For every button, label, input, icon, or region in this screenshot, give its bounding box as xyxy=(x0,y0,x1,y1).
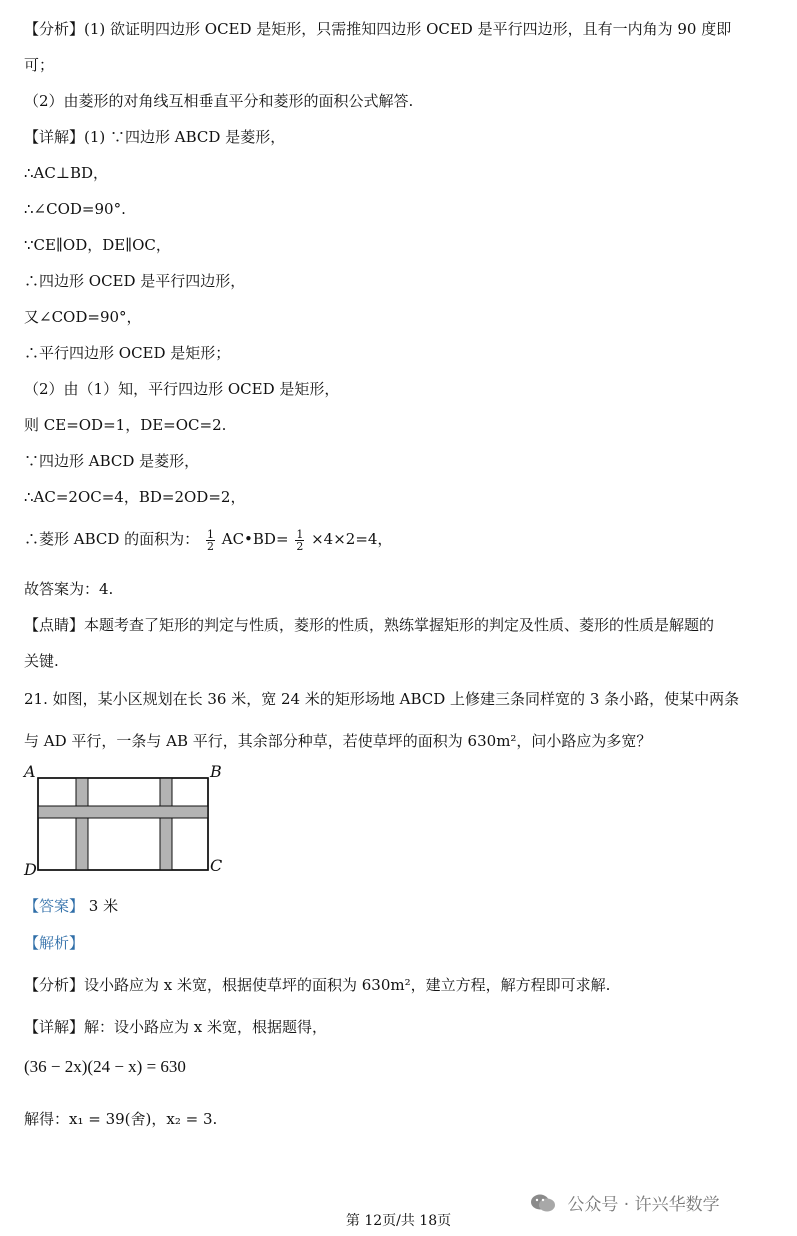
fraction-num: 1 xyxy=(206,527,214,541)
detail-line-4: ∵CE∥OD，DE∥OC， xyxy=(24,236,171,254)
analysis-line-1: 【分析】(1) 欲证明四边形 OCED 是矩形，只需推知四边形 OCED 是平行四边形，且有一内角为 90 度即 xyxy=(24,20,732,38)
label-B: B xyxy=(210,762,222,781)
answer-tag: 【答案】 xyxy=(24,897,85,915)
detail-line-7: ∴平行四边形 OCED 是矩形； xyxy=(24,344,231,362)
road-vertical-1 xyxy=(76,778,88,870)
q21-analysis: 【分析】设小路应为 x 米宽，根据使草坪的面积为 630m²，建立方程，解方程即可求解. xyxy=(24,976,611,994)
fraction-half-2 xyxy=(295,529,304,552)
answer-value: 3 米 xyxy=(88,897,119,915)
watermark-text: 公众号 · 许兴华数学 xyxy=(567,1195,720,1215)
detail-line-8: （2）由（1）知，平行四边形 OCED 是矩形， xyxy=(24,380,340,398)
area-text-a: ∴菱形 ABCD 的面积为： xyxy=(24,530,200,548)
comment-line-2: 关键. xyxy=(24,652,59,670)
question-21-line-1: 21. 如图，某小区规划在长 36 米，宽 24 米的矩形场地 ABCD 上修建三条同样宽的 3 条小路，使某中两条 xyxy=(24,690,740,708)
page-footer: 第 12页/共 18页 xyxy=(345,1213,452,1229)
detail-line-5: ∴四边形 OCED 是平行四边形， xyxy=(24,272,246,290)
fraction-den: 2 xyxy=(206,539,214,553)
detail-line-6: 又∠COD=90°， xyxy=(24,308,142,326)
road-diagram xyxy=(20,768,240,878)
q21-detail: 【详解】解：设小路应为 x 米宽，根据题得， xyxy=(24,1018,327,1036)
area-text-b: AC•BD= xyxy=(221,530,289,548)
analysis-line-2: （2）由菱形的对角线互相垂直平分和菱形的面积公式解答. xyxy=(24,92,414,110)
answer-block xyxy=(24,895,118,917)
detail-area-line xyxy=(24,528,392,552)
detail-line-10: ∵四边形 ABCD 是菱形， xyxy=(24,452,200,470)
detail-line-9: 则 CE=OD=1，DE=OC=2. xyxy=(24,416,227,434)
detail-line-3: ∴∠COD=90°. xyxy=(24,200,126,218)
analysis-line-1-cont: 可； xyxy=(24,56,55,74)
label-A: A xyxy=(24,762,36,781)
label-C: C xyxy=(210,856,223,875)
fraction-den: 2 xyxy=(296,539,304,553)
field-rect xyxy=(38,778,208,870)
comment-line-1: 【点睛】本题考查了矩形的判定与性质，菱形的性质，熟练掌握矩形的判定及性质、菱形的性质是解题的 xyxy=(24,616,715,634)
area-text-c: ×4×2=4， xyxy=(311,530,393,548)
rectangle-figure xyxy=(20,762,240,882)
road-horizontal xyxy=(38,806,208,818)
q21-solution: 解得：x₁ = 39(舍)，x₂ = 3. xyxy=(24,1110,218,1128)
label-D: D xyxy=(24,860,37,879)
detail-line-2: ∴AC⊥BD， xyxy=(24,164,109,182)
answer-line: 故答案为：4. xyxy=(24,580,114,598)
fraction-half-1 xyxy=(206,529,215,552)
detail-line-1: 【详解】(1) ∵四边形 ABCD 是菱形， xyxy=(24,128,286,146)
fraction-num: 1 xyxy=(296,527,304,541)
road-vertical-2 xyxy=(160,778,172,870)
q21-equation: (36 − 2x)(24 − x) = 630 xyxy=(24,1057,186,1076)
analysis-tag: 【解析】 xyxy=(24,934,85,952)
question-21-line-2: 与 AD 平行，一条与 AB 平行，其余部分种草，若使草坪的面积为 630m²，问小路应为多宽？ xyxy=(24,732,652,750)
detail-line-11: ∴AC=2OC=4，BD=2OD=2， xyxy=(24,488,246,506)
